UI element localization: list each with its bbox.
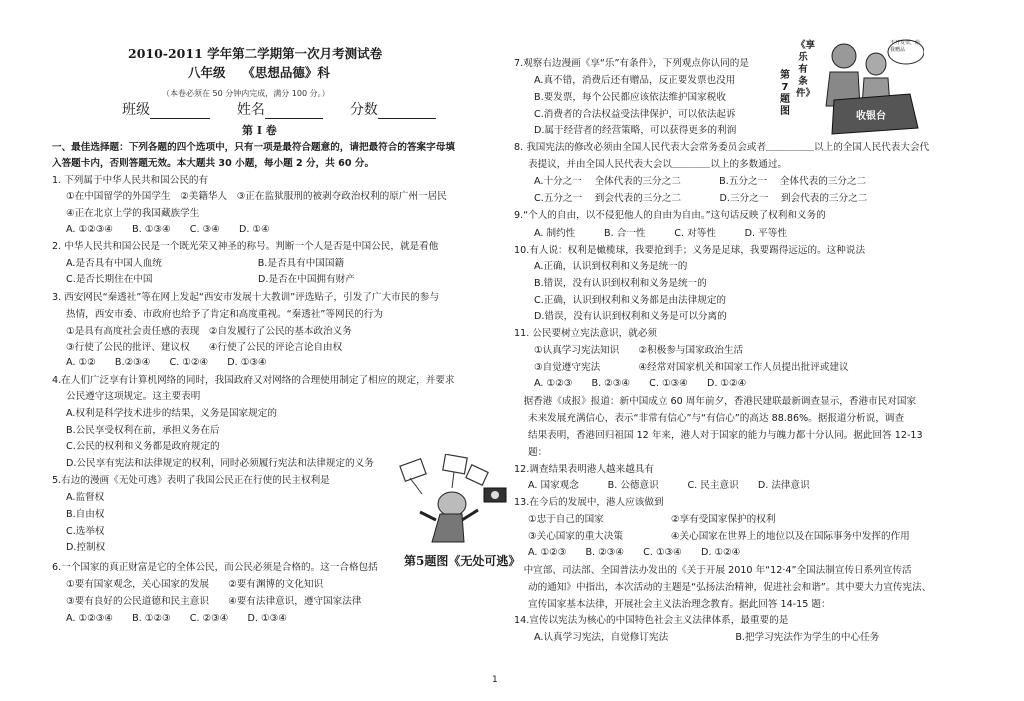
question-left-line: D.控制权 [66, 542, 106, 553]
question-right-line: D.错误，没有认识到权利和义务是可以分离的 [534, 311, 727, 322]
question-left-line: ①在中国留学的外国学生 ②美籍华人 ③正在监狱服刑的被剥夺政治权利的原广州一居民 [66, 191, 447, 202]
question-left-line: C.是否长期住在中国 D.是否在中国拥有财产 [66, 274, 355, 285]
question-right-line: A.真不错，消费后还有赠品，反正要发票也没用 [534, 75, 736, 86]
score-label: 分数 [349, 102, 378, 118]
name-field[interactable] [265, 106, 323, 119]
question-right-line: 9.“个人的自由，以不侵犯他人的自由为自由。”这句话反映了权利和义务的 [514, 210, 826, 221]
question-left-line: C.选举权 [66, 526, 105, 537]
question-left-line: C.公民的权利和义务都是政府规定的 [66, 441, 220, 452]
question-right-line: C.消费者的合法权益受法律保护，可以依法起诉 [534, 109, 736, 120]
question-right-line: C.五分之一 到会代表的三分之二 D.三分之一 到会代表的三分之二 [534, 193, 868, 204]
question-right-line: ①认真学习宪法知识 ②积极参与国家政治生活 [534, 345, 744, 356]
question-right-line: 7.观察右边漫画《享“乐”有条件》，下列观点你认同的是 [514, 58, 749, 69]
question-right-line: A.十分之一 全体代表的三分之二 B.五分之一 全体代表的三分之二 [534, 176, 867, 187]
question-left-line: A.权利是科学技术进步的结果，义务是国家规定的 [66, 408, 277, 419]
question-right-line: 10.有人说：权利是橄榄球，我要抢到手；义务是足球，我要踢得远远的。这种说法 [514, 245, 866, 256]
exam-title: 2010-2011 学年第二学期第一次月考测试卷 [128, 46, 383, 61]
score-field[interactable] [378, 106, 436, 119]
question-right-line: 13.在今后的发展中，港人应该做到 [514, 497, 664, 508]
question-left-line: 1. 下列属于中华人民共和国公民的有 [52, 175, 209, 186]
question-right-line: 据香港《成报》报道：新中国成立 60 周年前夕，香港民建联最新调查显示，香港市民对国家 [514, 396, 917, 407]
cartoon-illustration [392, 454, 520, 550]
question-right-line: 12.调查结果表明港人越来越具有 [514, 464, 654, 475]
question-right-line: ③关心国家的重大决策 ④关心国家在世界上的地位以及在国际事务中发挥的作用 [528, 531, 910, 542]
question-right-line: A.认真学习宪法，自觉修订宪法 B.把学习宪法作为学生的中心任务 [534, 632, 880, 643]
question-left-line: 6.一个国家的真正财富是它的全体公民，而公民必须是合格的。这一合格包括 [52, 562, 378, 573]
question-left-line: A.监督权 [66, 492, 105, 503]
part-heading: 第 Ⅰ 卷 [242, 124, 277, 137]
question-right-line: 14.宣传以宪法为核心的中国特色社会主义法律体系，最重要的是 [514, 615, 789, 626]
figure7-side-caption: 第7题图 [780, 70, 790, 117]
class-label: 班级 [122, 102, 150, 118]
question-left-line: 2. 中华人民共和国公民是一个既光荣又神圣的称号。判断一个人是否是中国公民，就是看他 [52, 241, 439, 252]
question-right-line: 动的通知》中指出，本次活动的主题是“弘扬法治精神，促进社会和谐”。其中要大力宣传宪法、 [528, 582, 932, 593]
question-left-line: ①是具有高度社会责任感的表现 ②自发履行了公民的基本政治义务 [66, 326, 352, 337]
question-right-line: A. ①②③ B. ②③④ C. ①③④ D. ①②④ [528, 547, 741, 558]
figure7-title: 《享乐有条件》 [796, 40, 816, 99]
class-field[interactable] [150, 106, 210, 119]
question-right-line: 题： [528, 447, 548, 458]
question-right-line: ③自觉遵守宪法 ④经常对国家机关和国家工作人员提出批评或建议 [534, 362, 849, 373]
exam-subject: 八年级 《思想品德》科 [188, 65, 330, 80]
question-left-line: A. ①② B.②③④ C. ①②④ D. ①③④ [66, 357, 267, 368]
cartoon-figure-q5 [392, 454, 520, 550]
question-left-line: 5.右边的漫画《无处可逃》表明了我国公民正在行使的民主权利是 [52, 475, 330, 486]
name-label: 姓名 [236, 102, 265, 118]
question-right-line: D.属于经营者的经营策略，可以获得更多的利润 [534, 125, 737, 136]
question-right-line: B.错误，没有认识到权利和义务是统一的 [534, 278, 707, 289]
question-right-line: 表提议，并由全国人民代表大会以＿＿＿＿以上的多数通过。 [528, 159, 788, 170]
question-left-line: D.公民享有宪法和法律规定的权利，同时必须履行宪法和法律规定的义务 [66, 458, 374, 469]
page-number: 1 [492, 675, 498, 685]
question-left-line: 3. 西安网民“秦透社”等在网上发起“西安市发展十大教训”评选贴子，引发了广大市民的参与 [52, 292, 440, 303]
question-right-line: C.正确，认识到权利和义务都是由法律规定的 [534, 295, 727, 306]
question-left-line: ③行使了公民的批评、建议权 ④行使了公民的评论言论自由权 [66, 342, 343, 353]
student-info [122, 101, 436, 119]
question-right-line: 11. 公民要树立宪法意识，就必须 [514, 328, 658, 339]
question-left-line: B.公民享受权利在前，承担义务在后 [66, 425, 220, 436]
question-left-line: 4.在人们广泛享有计算机网络的同时，我国政府又对网络的合理使用制定了相应的规定，并要求 [52, 375, 455, 386]
question-right-line: 结果表明，香港回归祖国 12 年来，港人对于国家的能力与魄力都十分认同。据此回答 12-13 [528, 430, 923, 441]
question-left-line: B.自由权 [66, 509, 105, 520]
question-left-line: 公民遵守这项规定。这主要表明 [66, 391, 201, 402]
question-left-line: ④正在北京上学的我国藏族学生 [66, 208, 200, 219]
question-right-line: A.正确，认识到权利和义务是统一的 [534, 261, 688, 272]
question-left-line: 热情，西安市委、市政府也给予了肯定和高度重视。“秦透社”等网民的行为 [66, 309, 383, 320]
question-right-line: A. ①②③ B. ②③④ C. ①③④ D. ①②④ [534, 378, 747, 389]
cashier-counter-label: 收银台 [856, 111, 886, 122]
question-right-line: A. 制约性 B. 合一性 C. 对等性 D. 平等性 [534, 228, 787, 239]
question-left-line: 入答题卡内，否则答题无效。本大题共 30 小题，每小题 2 分，共 60 分。 [52, 158, 375, 169]
question-left-line: ③要有良好的公民道德和民主意识 ④要有法律意识，遵守国家法律 [66, 596, 362, 607]
question-right-line: 8. 我国宪法的修改必须由全国人民代表大会常务委员会或者＿＿＿＿＿以上的全国人民代表大会代 [514, 142, 930, 153]
figure7-speech-bubble: 不开发票，给我赠品 [890, 40, 921, 53]
exam-note: （本卷必须在 50 分钟内完成，满分 100 分。） [162, 89, 330, 98]
question-left-line: 一、最佳选择题：下列各题的四个选项中，只有一项是最符合题意的，请把最符合的答案字母填 [52, 142, 455, 153]
question-right-line: A. 国家观念 B. 公德意识 C. 民主意识 D. 法律意识 [528, 480, 810, 491]
question-left-line: A. ①②③④ B. ①②③ C. ②③④ D. ①③④ [66, 613, 287, 624]
question-left-line: ①要有国家观念，关心国家的发展 ②要有渊博的文化知识 [66, 579, 324, 590]
question-right-line: ①忠于自己的国家 ②享有受国家保护的权利 [528, 514, 776, 525]
question-right-line: 宣传国家基本法律，开展社会主义法治理念教育。据此回答 14-15 题： [528, 599, 831, 610]
question-right-line: 未来发展充满信心，表示“非常有信心”与“有信心”的高达 88.86%。据报道分析说，调查 [528, 413, 905, 424]
question-left-line: A. ①②③④ B. ①③④ C. ③④ D. ①④ [66, 224, 270, 235]
question-right-line: 中宣部、司法部、全国普法办发出的《关于开展 2010 年“12·4”全国法制宣传日系列宣传活 [514, 565, 912, 576]
figure5-caption: 第5题图《无处可逃》 [404, 554, 521, 568]
question-left-line: A.是否具有中国人血统 B.是否具有中国国籍 [66, 258, 345, 269]
question-right-line: B.要发票，每个公民都应该依法维护国家税收 [534, 92, 726, 103]
